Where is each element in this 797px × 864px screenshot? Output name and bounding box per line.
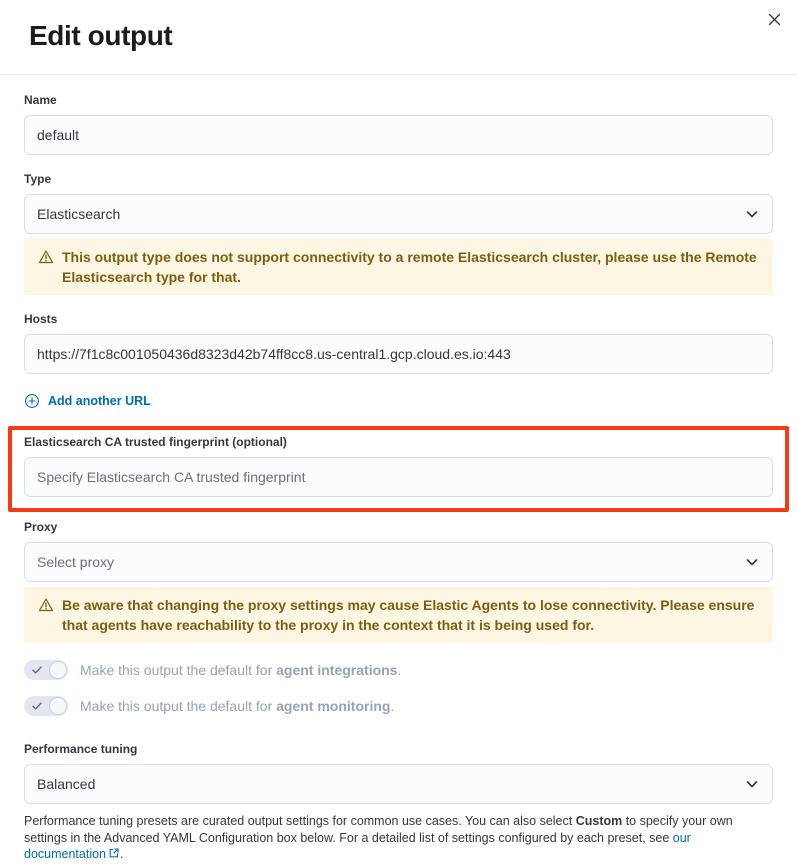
fingerprint-input[interactable] bbox=[24, 457, 773, 497]
hosts-label: Hosts bbox=[24, 312, 58, 326]
name-label: Name bbox=[24, 93, 57, 107]
performance-select-value: Balanced bbox=[37, 776, 96, 792]
chevron-down-icon bbox=[744, 776, 760, 792]
performance-select[interactable] bbox=[24, 764, 773, 804]
chevron-down-icon bbox=[744, 554, 760, 570]
warning-icon bbox=[38, 249, 54, 265]
type-warning-text: This output type does not support connectivity to a remote Elasticsearch cluster, please use the Remote Elasticsearch type for that. bbox=[62, 249, 757, 285]
fingerprint-label: Elasticsearch CA trusted fingerprint (optional) bbox=[24, 435, 287, 449]
annotation-highlight-box bbox=[8, 426, 789, 512]
name-input[interactable] bbox=[24, 115, 773, 155]
external-link-icon bbox=[108, 847, 120, 864]
toggle-knob bbox=[49, 697, 67, 715]
flyout-body bbox=[0, 75, 797, 864]
proxy-select[interactable] bbox=[24, 542, 773, 582]
default-integrations-toggle-row bbox=[24, 660, 773, 680]
hosts-field-group bbox=[24, 312, 773, 374]
add-url-label: Add another URL bbox=[48, 394, 151, 408]
add-url-button[interactable] bbox=[24, 393, 151, 409]
plus-circle-icon bbox=[24, 393, 40, 409]
close-button[interactable] bbox=[761, 6, 787, 32]
page-title: Edit output bbox=[29, 20, 173, 51]
flyout-header bbox=[0, 0, 797, 75]
performance-label: Performance tuning bbox=[24, 742, 138, 756]
check-icon bbox=[31, 700, 43, 712]
documentation-link[interactable]: our documentation bbox=[24, 831, 691, 862]
proxy-field-group bbox=[24, 520, 773, 643]
default-monitoring-toggle-row bbox=[24, 696, 773, 716]
default-integrations-label: Make this output the default for agent integrations. bbox=[80, 662, 402, 678]
default-monitoring-toggle[interactable] bbox=[24, 696, 68, 716]
proxy-label: Proxy bbox=[24, 520, 58, 534]
proxy-warning-callout bbox=[24, 587, 773, 643]
fingerprint-field-group bbox=[24, 435, 773, 497]
close-icon bbox=[768, 13, 781, 26]
type-select[interactable] bbox=[24, 194, 773, 234]
default-monitoring-label: Make this output the default for agent monitoring. bbox=[80, 698, 395, 714]
type-warning-callout bbox=[24, 239, 773, 295]
toggle-knob bbox=[49, 661, 67, 679]
warning-icon bbox=[38, 597, 54, 613]
hosts-input[interactable] bbox=[24, 334, 773, 374]
name-field-group bbox=[24, 93, 773, 155]
type-label: Type bbox=[24, 172, 52, 186]
proxy-warning-text: Be aware that changing the proxy settings may cause Elastic Agents to lose connectivity. Please ensure that agents have reachability to the proxy in the context that it is being used for. bbox=[62, 597, 755, 633]
type-field-group bbox=[24, 172, 773, 295]
check-icon bbox=[31, 664, 43, 676]
performance-help-text: Performance tuning presets are curated output settings for common use cases. You can also select Custom to specify your own settings in the Advanced YAML Configuration box below. For a detailed list of settings configured by each preset, see our documentation . bbox=[24, 813, 773, 864]
default-integrations-toggle[interactable] bbox=[24, 660, 68, 680]
chevron-down-icon bbox=[744, 206, 760, 222]
type-select-value: Elasticsearch bbox=[37, 206, 121, 222]
performance-field-group bbox=[24, 742, 773, 864]
proxy-select-placeholder: Select proxy bbox=[37, 554, 115, 570]
